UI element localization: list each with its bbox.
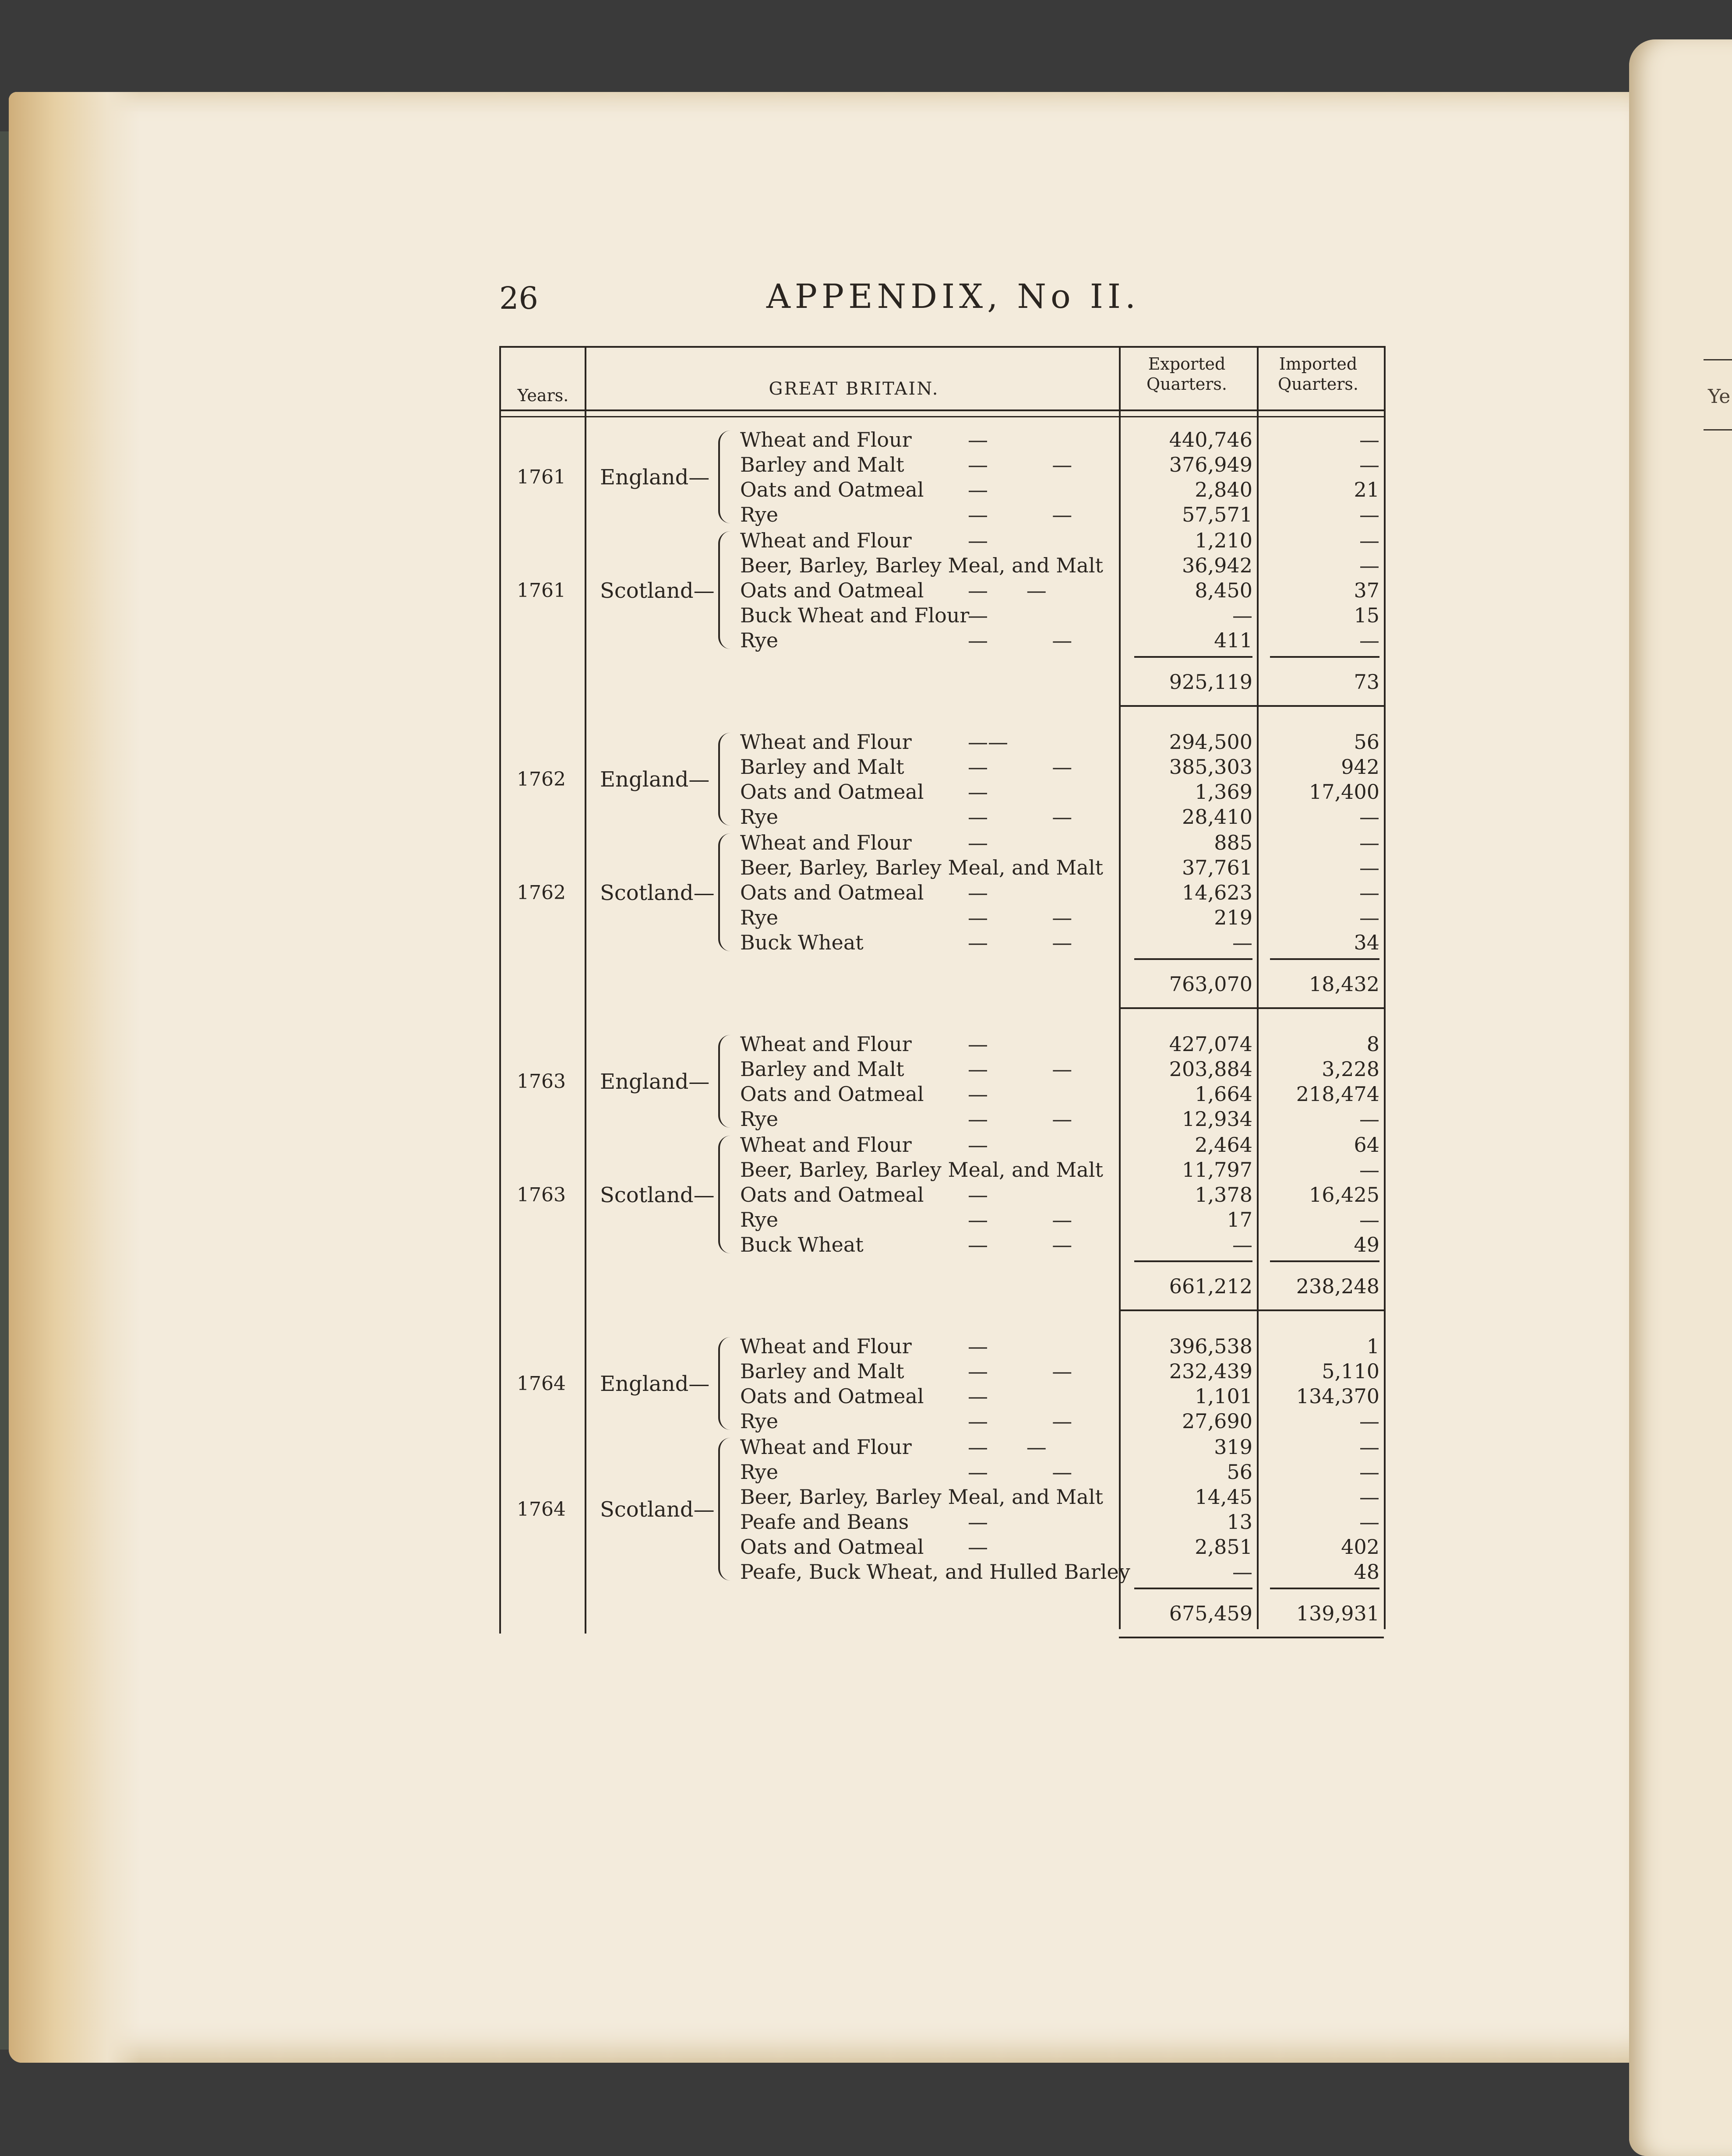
row-label: Rye [740,1409,779,1433]
total-rule [1134,958,1252,960]
row-leader-dashes: — [968,529,988,552]
row-leader-dashes: — [968,1334,988,1358]
row-label: Wheat and Flour [740,730,912,754]
row-imported: — [1359,906,1379,929]
total-rule [1134,1260,1252,1262]
row-imported: — [1359,805,1379,829]
row-imported: — [1359,503,1379,526]
row-imported: — [1359,1409,1379,1433]
header-bottom-rule-2 [499,416,1384,417]
row-leader-dashes: — — [968,1057,1072,1081]
row-leader-dashes: — [968,780,988,804]
row-exported: 2,851 [1195,1535,1252,1559]
header-region: GREAT BRITAIN. [769,379,939,399]
row-exported: — [1232,1560,1252,1584]
total-imported: 238,248 [1296,1274,1379,1298]
header-exported: Exported Quarters. [1146,354,1227,394]
row-exported: 27,690 [1182,1409,1252,1433]
row-region: Scotland— [600,1182,715,1207]
row-exported: 12,934 [1182,1107,1252,1131]
row-region: Scotland— [600,1497,715,1522]
total-imported: 73 [1354,670,1379,694]
row-imported: — [1359,881,1379,904]
row-group-brace [718,430,733,523]
row-label: Wheat and Flour [740,1032,912,1056]
row-group-brace [718,1035,733,1128]
row-leader-dashes: — [968,881,988,904]
total-exported: 675,459 [1169,1602,1252,1625]
row-group-brace [718,1337,733,1430]
row-leader-dashes: — [968,1133,988,1157]
row-label: Barley and Malt [740,755,904,779]
row-label: Oats and Oatmeal [740,1082,924,1106]
row-label: Rye [740,1208,779,1231]
row-leader-dashes: —— [968,730,1008,754]
row-leader-dashes: — — [968,628,1072,652]
total-rule [1270,656,1379,658]
row-exported: 885 [1214,831,1252,854]
row-region: England— [600,1069,710,1094]
row-leader-dashes: — — [968,931,1072,954]
row-imported: 48 [1354,1560,1379,1584]
row-leader-dashes: — [968,603,988,627]
row-exported: 28,410 [1182,805,1252,829]
column-rule-items [1119,346,1121,1629]
row-group-brace [718,1136,733,1253]
row-imported: 37 [1354,579,1379,602]
row-label: Rye [740,628,779,652]
row-label: Beer, Barley, Barley Meal, and Malt [740,1485,1104,1509]
row-year: 1762 [517,768,566,790]
row-exported: 232,439 [1169,1359,1252,1383]
row-group-brace [718,733,733,826]
row-year: 1763 [517,1183,566,1206]
row-imported: — [1359,1435,1379,1459]
row-leader-dashes: — — [968,1409,1072,1433]
header-years: Years. [517,386,569,405]
header-bottom-rule [499,409,1384,411]
row-exported: 37,761 [1182,856,1252,879]
row-label: Buck Wheat [740,1233,864,1256]
total-rule [1270,1588,1379,1589]
row-year: 1761 [517,579,566,602]
row-leader-dashes: — — [968,1359,1072,1383]
row-imported: 8 [1366,1032,1379,1056]
row-region: Scotland— [600,578,715,603]
section-rule [1119,705,1384,707]
row-group-brace [718,531,733,649]
row-leader-dashes: — [968,1032,988,1056]
row-exported: 8,450 [1195,579,1252,602]
row-label: Wheat and Flour [740,1435,912,1459]
column-rule-exported [1257,346,1259,1629]
row-exported: 385,303 [1169,755,1252,779]
running-head: APPENDIX, No II. [766,277,1140,316]
row-imported: — [1359,428,1379,452]
row-imported: — [1359,529,1379,552]
row-exported: 14,45 [1195,1485,1252,1509]
row-leader-dashes: — — [968,1460,1072,1484]
row-leader-dashes: — — [968,579,1047,602]
row-region: England— [600,1372,710,1396]
column-rule-left [499,346,501,1634]
total-exported: 661,212 [1169,1274,1252,1298]
row-exported: — [1232,603,1252,627]
row-leader-dashes: — [968,1384,988,1408]
row-label: Beer, Barley, Barley Meal, and Malt [740,554,1104,577]
row-leader-dashes: — [968,1082,988,1106]
row-imported: 5,110 [1322,1359,1379,1383]
row-imported: 15 [1354,603,1379,627]
row-leader-dashes: — — [968,1233,1072,1256]
row-label: Wheat and Flour [740,529,912,552]
row-exported: 1,378 [1195,1183,1252,1207]
row-leader-dashes: — [968,428,988,452]
row-label: Beer, Barley, Barley Meal, and Malt [740,856,1104,879]
row-label: Beer, Barley, Barley Meal, and Malt [740,1158,1104,1182]
row-exported: 2,464 [1195,1133,1252,1157]
row-leader-dashes: — — [968,1435,1047,1459]
row-label: Wheat and Flour [740,1334,912,1358]
row-imported: — [1359,628,1379,652]
row-region: England— [600,767,710,792]
row-leader-dashes: — [968,478,988,501]
row-label: Oats and Oatmeal [740,1384,924,1408]
row-exported: 56 [1227,1460,1252,1484]
row-label: Oats and Oatmeal [740,881,924,904]
row-exported: 17 [1227,1208,1252,1231]
section-rule [1119,1309,1384,1311]
row-year: 1764 [517,1373,566,1395]
row-label: Barley and Malt [740,453,904,476]
row-label: Wheat and Flour [740,1133,912,1157]
row-imported: 34 [1354,931,1379,954]
row-exported: 203,884 [1169,1057,1252,1081]
row-exported: 440,746 [1169,428,1252,452]
total-imported: 139,931 [1296,1602,1379,1625]
row-label: Oats and Oatmeal [740,1183,924,1207]
row-exported: 36,942 [1182,554,1252,577]
total-exported: 763,070 [1169,972,1252,996]
row-label: Wheat and Flour [740,428,912,452]
row-exported: 1,101 [1195,1384,1252,1408]
table-top-rule [499,346,1384,348]
row-imported: 402 [1341,1535,1379,1559]
row-imported: 3,228 [1322,1057,1379,1081]
row-leader-dashes: — [968,831,988,854]
row-label: Oats and Oatmeal [740,780,924,804]
row-region: Scotland— [600,880,715,905]
row-exported: 294,500 [1169,730,1252,754]
row-exported: 411 [1214,628,1252,652]
row-imported: 134,370 [1296,1384,1379,1408]
row-label: Peafe, Buck Wheat, and Hulled Barley [740,1560,1130,1584]
row-imported: — [1359,1460,1379,1484]
row-leader-dashes: — — [968,805,1072,829]
section-rule [1119,1637,1384,1638]
row-imported: — [1359,453,1379,476]
row-year: 1761 [517,466,566,488]
row-leader-dashes: — — [968,906,1072,929]
row-imported: — [1359,831,1379,854]
row-exported: 1,664 [1195,1082,1252,1106]
row-imported: 1 [1366,1334,1379,1358]
row-imported: 56 [1354,730,1379,754]
row-label: Buck Wheat and Flour [740,603,970,627]
row-label: Barley and Malt [740,1057,904,1081]
row-leader-dashes: — — [968,453,1072,476]
row-exported: 427,074 [1169,1032,1252,1056]
total-imported: 18,432 [1309,972,1379,996]
row-imported: — [1359,1158,1379,1182]
row-label: Rye [740,1460,779,1484]
row-exported: 11,797 [1182,1158,1252,1182]
row-imported: 17,400 [1309,780,1379,804]
total-rule [1270,958,1379,960]
row-imported: 64 [1354,1133,1379,1157]
row-leader-dashes: — [968,1183,988,1207]
row-year: 1762 [517,881,566,904]
row-label: Rye [740,906,779,929]
row-exported: 1,210 [1195,529,1252,552]
section-rule [1119,1007,1384,1009]
row-group-brace [718,1438,733,1581]
row-label: Buck Wheat [740,931,864,954]
row-exported: 14,623 [1182,881,1252,904]
row-exported: 376,949 [1169,453,1252,476]
row-region: England— [600,465,710,490]
total-rule [1134,656,1252,658]
row-imported: — [1359,1107,1379,1131]
row-group-brace [718,833,733,951]
row-leader-dashes: — [968,1510,988,1534]
row-imported: 21 [1354,478,1379,501]
row-imported: — [1359,1208,1379,1231]
page-number: 26 [499,280,539,316]
row-exported: — [1232,1233,1252,1256]
row-label: Rye [740,805,779,829]
row-leader-dashes: — — [968,755,1072,779]
row-label: Oats and Oatmeal [740,1535,924,1559]
row-exported: 219 [1214,906,1252,929]
total-exported: 925,119 [1169,670,1252,694]
row-year: 1763 [517,1070,566,1093]
row-label: Peafe and Beans [740,1510,909,1534]
row-exported: 396,538 [1169,1334,1252,1358]
row-label: Rye [740,1107,779,1131]
row-imported: 218,474 [1296,1082,1379,1106]
row-exported: 319 [1214,1435,1252,1459]
row-imported: — [1359,1510,1379,1534]
row-label: Oats and Oatmeal [740,579,924,602]
row-imported: 49 [1354,1233,1379,1256]
row-label: Rye [740,503,779,526]
row-label: Barley and Malt [740,1359,904,1383]
facing-page-fragment: Ye [1708,385,1731,408]
total-rule [1270,1260,1379,1262]
header-imported: Imported Quarters. [1278,354,1358,394]
row-exported: 1,369 [1195,780,1252,804]
row-leader-dashes: — — [968,1107,1072,1131]
row-leader-dashes: — — [968,503,1072,526]
column-rule-right [1384,346,1386,1629]
row-imported: — [1359,856,1379,879]
row-exported: — [1232,931,1252,954]
row-leader-dashes: — [968,1535,988,1559]
column-rule-years [585,346,586,1634]
row-imported: 16,425 [1309,1183,1379,1207]
row-exported: 13 [1227,1510,1252,1534]
row-year: 1764 [517,1498,566,1521]
row-exported: 57,571 [1182,503,1252,526]
row-imported: — [1359,554,1379,577]
row-imported: 942 [1341,755,1379,779]
row-label: Oats and Oatmeal [740,478,924,501]
row-leader-dashes: — — [968,1208,1072,1231]
row-imported: — [1359,1485,1379,1509]
total-rule [1134,1588,1252,1589]
row-label: Wheat and Flour [740,831,912,854]
row-exported: 2,840 [1195,478,1252,501]
